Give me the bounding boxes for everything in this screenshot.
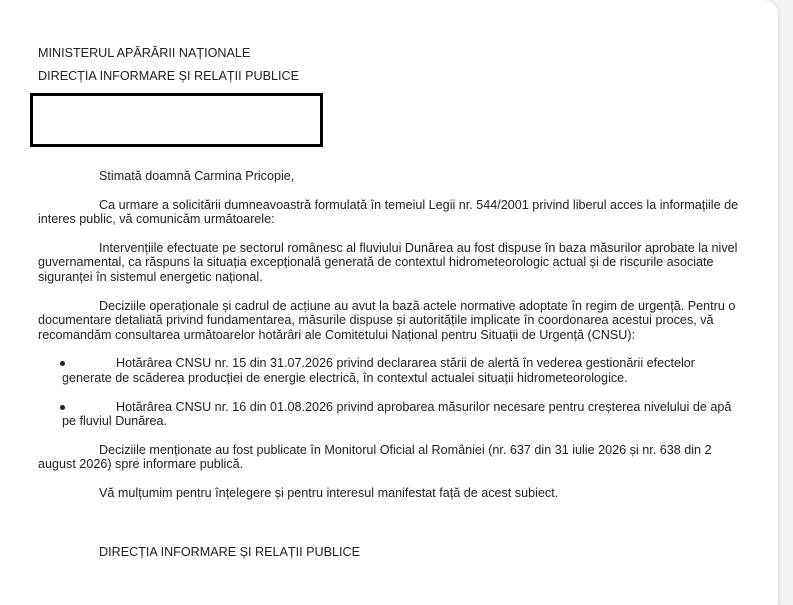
greeting: Stimată doamnă Carmina Pricopie, [99,169,295,183]
list-item [38,356,740,385]
list-item-text: Hotărârea CNSU nr. 15 din 31.07.2026 privind declararea stării de alertă în vederea gestionării efectelor generate de scăderea producției de energie electrică, în contextul actualei situații hidrometeorologice. [62,356,695,385]
redacted-box [30,93,323,147]
list-item-text: Hotărârea CNSU nr. 16 din 01.08.2026 privind aprobarea măsurilor necesare pentru creșterea nivelului de apă pe fluviul Dunărea. [62,399,732,429]
ministry-name: MINISTERUL APĂRĂRII NAȚIONALE [38,46,251,60]
cnsu-decisions-list [38,356,740,428]
list-item [38,400,740,429]
closing-text: Vă mulțumim pentru înțelegere și pentru interesul manifestat față de acest subiect. [99,485,559,500]
bullet-icon [60,405,65,410]
signature: DIRECȚIA INFORMARE ȘI RELAȚII PUBLICE [99,544,361,559]
paragraph-decisions: Deciziile operaționale și cadrul de acțiune au avut la bază actele normative adoptate în regim de urgență. Pentru o documentare detaliată privind fundamentarea, măsurile dispuse și autoritățile implicate în coordonarea acestui proces, vă recomandăm consultarea următoarelor hotărâri ale Comitetului Național pentru Situații de Urgență (CNSU): [38,298,736,342]
paragraph-interventions: Intervențiile efectuate pe sectorul românesc al fluviului Dunărea au fost dispuse în baza măsurilor aprobate la nivel guvernamental, ca răspuns la situația excepțională generată de contextul hidrometeorologic actual și de riscurile asociate siguranței în sistemul energetic național. [38,240,738,284]
letter-content [38,42,740,559]
paragraph-intro: Ca urmare a solicitării dumneavoastră formulată în temeiul Legii nr. 544/2001 privind liberul acces la informațiile de interes public, vă comunicăm următoarele: [38,197,739,227]
department-name: DIRECȚIA INFORMARE ȘI RELAȚII PUBLICE [38,69,300,83]
paragraph-publication: Deciziile menționate au fost publicate în Monitorul Oficial al României (nr. 637 din 31 iulie 2026 și nr. 638 din 2 august 2026) spre informare publică. [38,442,712,472]
